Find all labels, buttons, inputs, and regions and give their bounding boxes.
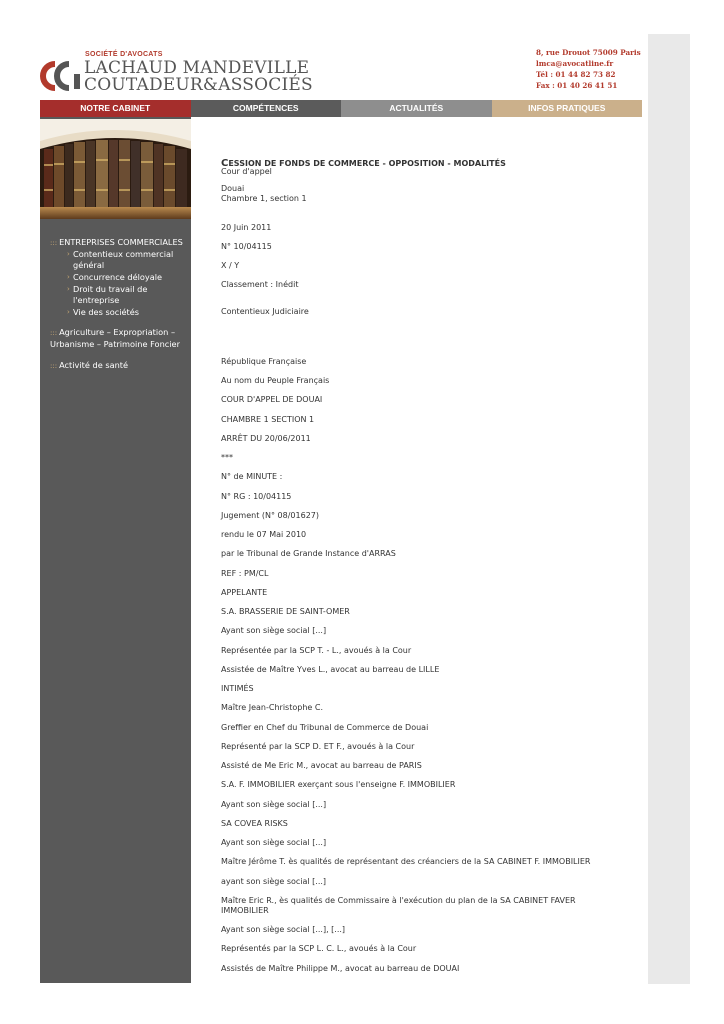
sidebar-item-droit-du-travail[interactable] [67, 284, 187, 306]
court-type: Cour d'appel [221, 167, 272, 176]
body-line: Assistés de Maître Philippe M., avocat au barreau de DOUAI [221, 964, 460, 973]
contact-block [536, 47, 641, 91]
sidebar-section-entreprises-label: ENTREPRISES COMMERCIALES [59, 237, 183, 247]
body-line: Maître Eric R., ès qualités de Commissaire à l'exécution du plan de la SA CABINET FAVER [221, 896, 576, 905]
sidebar-section-sante-label: Activité de santé [59, 360, 129, 370]
nav-actualites[interactable]: ACTUALITÉS [341, 100, 492, 117]
nav-infos-pratiques[interactable]: INFOS PRATIQUES [492, 100, 643, 117]
body-line: *** [221, 453, 233, 462]
body-line: Représentés par la SCP L. C. L., avoués à la Cour [221, 944, 417, 953]
body-line: Au nom du Peuple Français [221, 376, 330, 385]
nav-competences[interactable]: COMPÉTENCES [191, 100, 342, 117]
sidebar-section-agriculture-label: Agriculture – Expropriation – Urbanisme – Patrimoine Foncier [50, 327, 180, 349]
body-line: Greffier en Chef du Tribunal de Commerce de Douai [221, 723, 429, 732]
contact-address: 8, rue Drouot 75009 Paris [536, 48, 641, 57]
decision-date: 20 Juin 2011 [221, 223, 272, 232]
body-line: Assistée de Maître Yves L., avocat au barreau de LILLE [221, 665, 440, 674]
body-line: République Française [221, 357, 307, 366]
body-line: Maître Jean-Christophe C. [221, 703, 323, 712]
body-line: Représentée par la SCP T. - L., avoués à la Cour [221, 646, 412, 655]
body-line: N° RG : 10/04115 [221, 492, 292, 501]
sidebar-item-label: Vie des sociétés [73, 307, 140, 317]
court-chamber: Chambre 1, section 1 [221, 194, 307, 203]
court-city: Douai [221, 184, 245, 193]
body-line: IMMOBILIER [221, 906, 269, 915]
sidebar-item-label: Concurrence déloyale [73, 272, 163, 282]
body-line: rendu le 07 Mai 2010 [221, 530, 307, 539]
body-line: INTIMÉS [221, 684, 254, 693]
decision-classification: Classement : Inédit [221, 280, 299, 289]
contact-fax: Fax : 01 40 26 41 51 [536, 81, 618, 90]
nav-notre-cabinet[interactable]: NOTRE CABINET [40, 100, 191, 117]
body-line: Assisté de Me Eric M., avocat au barreau de PARIS [221, 761, 422, 770]
body-line: COUR D'APPEL DE DOUAI [221, 395, 323, 404]
sidebar-item-label: Droit du travail de l'entreprise [73, 284, 148, 305]
sidebar-item-label: Contentieux commercial général [73, 249, 174, 270]
chevron-right-icon: › [67, 285, 70, 293]
decision-category: Contentieux Judiciaire [221, 307, 309, 316]
body-line: APPELANTE [221, 588, 268, 597]
brand-name-line2: COUTADEUR&ASSOCIÉS [84, 75, 313, 95]
contact-tel: Tél : 01 44 82 73 82 [536, 70, 616, 79]
main-nav [40, 100, 642, 117]
body-line: REF : PM/CL [221, 569, 269, 578]
chevron-right-icon: › [67, 273, 70, 281]
body-line: Ayant son siège social [...] [221, 626, 327, 635]
body-line: par le Tribunal de Grande Instance d'ARRAS [221, 549, 396, 558]
sidebar-item-vie-des-societes[interactable] [67, 307, 187, 318]
body-line: S.A. F. IMMOBILIER exerçant sous l'enseigne F. IMMOBILIER [221, 780, 456, 789]
body-line: Ayant son siège social [...] [221, 800, 327, 809]
body-line: Jugement (N° 08/01627) [221, 511, 319, 520]
decision-number: N° 10/04115 [221, 242, 272, 251]
body-line: Représenté par la SCP D. ET F., avoués à la Cour [221, 742, 415, 751]
brand-tagline: SOCIÉTÉ D'AVOCATS [85, 51, 163, 58]
sidebar-item-contentieux-commercial[interactable] [67, 249, 187, 271]
sidebar-item-concurrence-deloyale[interactable] [67, 272, 187, 283]
decision-parties: X / Y [221, 261, 240, 270]
sidebar-section-sante[interactable]: ::: Activité de santé [50, 360, 129, 370]
document-title: CESSION DE FONDS DE COMMERCE - OPPOSITION - MODALITÉS [221, 158, 506, 169]
bookshelf-banner-image [40, 119, 191, 219]
chevron-right-icon: › [67, 250, 70, 258]
body-line: S.A. BRASSERIE DE SAINT-OMER [221, 607, 350, 616]
body-line: ARRÊT DU 20/06/2011 [221, 434, 311, 443]
body-line: SA COVEA RISKS [221, 819, 288, 828]
right-gutter [648, 34, 690, 984]
sidebar-section-entreprises[interactable]: ::: ENTREPRISES COMMERCIALES [50, 237, 183, 247]
body-line: N° de MINUTE : [221, 472, 283, 481]
body-line: Ayant son siège social [...] [221, 838, 327, 847]
body-line: CHAMBRE 1 SECTION 1 [221, 415, 315, 424]
body-line: Maître Jérôme T. ès qualités de représentant des créanciers de la SA CABINET F. IMMOBILIER [221, 857, 591, 866]
body-line: ayant son siège social [...] [221, 877, 327, 886]
contact-email[interactable]: lmca@avocatline.fr [536, 59, 614, 68]
body-line: Ayant son siège social [...], [...] [221, 925, 346, 934]
brand-name-line1: LACHAUD MANDEVILLE [84, 58, 310, 78]
firm-logo [39, 60, 83, 92]
sidebar-section-agriculture[interactable]: ::: Agriculture – Expropriation – Urbanisme – Patrimoine Foncier [50, 327, 180, 349]
chevron-right-icon: › [67, 308, 70, 316]
